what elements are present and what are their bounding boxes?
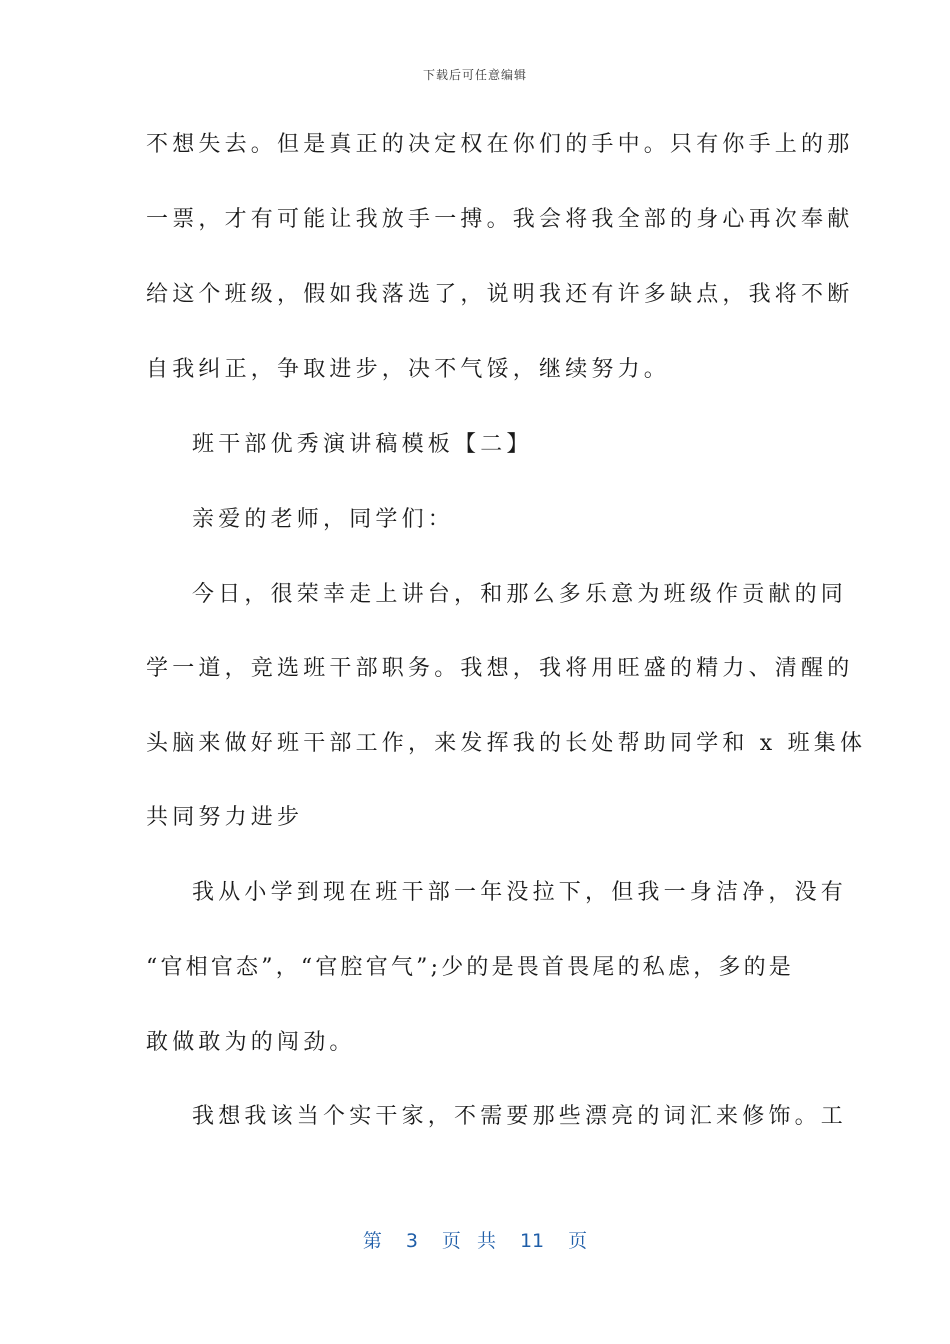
paragraph-line: 一票，才有可能让我放手一搏。我会将我全部的身心再次奉献: [146, 207, 854, 232]
paragraph-line: 给这个班级，假如我落选了，说明我还有许多缺点，我将不断: [146, 282, 854, 307]
paragraph-line: 自我纠正，争取进步，决不气馁，继续努力。: [146, 357, 671, 382]
header-note: 下载后可任意编辑: [422, 68, 527, 82]
paragraph-line: 我从小学到现在班干部一年没拉下，但我一身洁净，没有: [192, 880, 848, 905]
total-label: 页 共: [441, 1230, 496, 1252]
paragraph-line: 敢做敢为的闯劲。: [146, 1030, 356, 1055]
salutation: 亲爱的老师，同学们：: [192, 507, 455, 532]
paragraph-line: 不想失去。但是真正的决定权在你们的手中。只有你手上的那: [146, 132, 854, 157]
paragraph-line: “官相官态”，“官腔官气”;少的是畏首畏尾的私虑，多的是: [146, 955, 795, 980]
paragraph-line: 学一道，竞选班干部职务。我想，我将用旺盛的精力、清醒的: [146, 656, 854, 681]
page-suffix: 页: [568, 1230, 588, 1252]
section-heading: 班干部优秀演讲稿模板【二】: [192, 432, 533, 457]
paragraph-line: 我想我该当个实干家，不需要那些漂亮的词汇来修饰。工: [192, 1104, 848, 1129]
total-pages: 11: [519, 1230, 545, 1252]
paragraph-line: 共同努力进步: [146, 805, 304, 830]
paragraph-line: 今日，很荣幸走上讲台，和那么多乐意为班级作贡献的同: [192, 582, 848, 607]
page-footer: [0, 1226, 950, 1253]
page-label: 第: [362, 1230, 382, 1252]
paragraph-line: 头脑来做好班干部工作，来发挥我的长处帮助同学和 x 班集体: [146, 731, 867, 756]
page-number: 3: [405, 1230, 418, 1252]
